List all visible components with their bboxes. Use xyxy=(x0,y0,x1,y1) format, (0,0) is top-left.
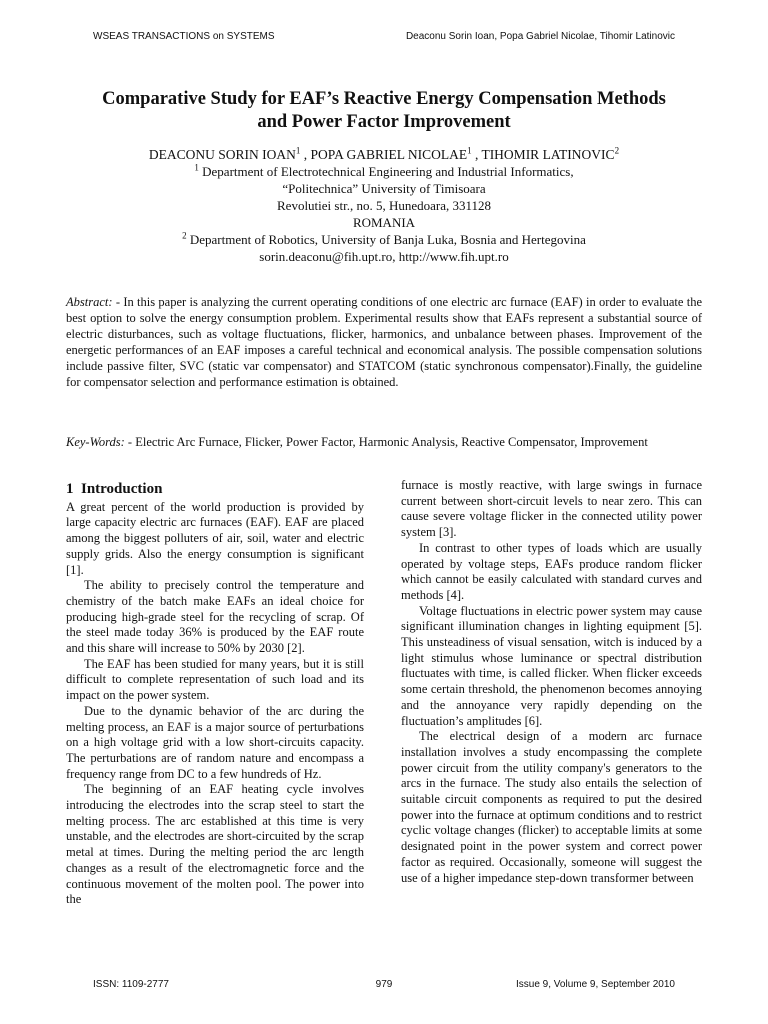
keywords-text: - Electric Arc Furnace, Flicker, Power Factor, Harmonic Analysis, Reactive Compensator, Improvement xyxy=(124,435,648,449)
paragraph: The EAF has been studied for many years, but it is still difficult to complete representation of such load and its impact on the power system. xyxy=(66,656,364,703)
affiliation-line-5 xyxy=(40,231,728,248)
paragraph: The electrical design of a modern arc furnace installation involves a study encompassing the complete power circuit from the utility company's generators to the arcs in the furnace. The study also entails the selection of suitable circuit components as required to put the desired power into the furnace at optimum conditions and to restrict cyclic voltage changes (flicker) to acceptable limits at some designated point in the power system and correct power factor as required. Occasionally, someone will suggest the use of a higher impedance step-down transformer between xyxy=(401,729,702,885)
left-column xyxy=(66,478,364,908)
title-line-2: and Power Factor Improvement xyxy=(257,112,511,132)
footer-page-number: 979 xyxy=(375,979,393,990)
title-line-1: Comparative Study for EAF’s Reactive Energy Compensation Methods xyxy=(102,89,666,109)
paragraph: The beginning of an EAF heating cycle involves introducing the electrodes into the scrap steel to start the melting process. The arc established at this time is very unstable, and the electrodes are short-circuited by the scrap metal at times. During the melting period the arc length changes as a result of the electromagnetic force and the continuous movement of the molten pool. The power into the xyxy=(66,782,364,907)
author-list xyxy=(40,146,728,163)
author-3-affil-mark: 2 xyxy=(614,145,620,156)
abstract xyxy=(66,294,702,390)
running-header-authors: Deaconu Sorin Ioan, Popa Gabriel Nicolae, Tihomir Latinovic xyxy=(405,31,675,42)
abstract-text: - In this paper is analyzing the current operating conditions of one electric arc furnace (EAF) in order to evaluate the best option to solve the energy consumption problem. Experimental results show that EAFs represent a substantial source of electric disturbances, such as voltage fluctuations, flicker, harmonics, and unbalance between phases. Improvement of the energetic performances of an EAF imposes a careful technical and economical analysis. The possible compensation solutions include passive filter, SVC (static var compensator) and STATCOM (static synchronous compensator).Finally, the guideline for compensator selection and performance estimation is obtained. xyxy=(66,295,702,389)
section-number: 1 xyxy=(66,481,74,497)
affiliation-line-2: “Politechnica” University of Timisoara xyxy=(282,181,486,196)
footer-issue: Issue 9, Volume 9, September 2010 xyxy=(516,979,675,990)
affiliation-line-3: Revolutiei str., no. 5, Hunedoara, 331128 xyxy=(277,198,491,213)
paragraph: In contrast to other types of loads which are usually operated by voltage steps, EAFs produce random flicker which cannot be easily calculated with standard curves and methods [4]. xyxy=(401,540,702,602)
affiliation-2-mark: 2 xyxy=(182,230,187,241)
contact-line: sorin.deaconu@fih.upt.ro, http://www.fih.upt.ro xyxy=(259,249,509,264)
footer-issn: ISSN: 1109-2777 xyxy=(93,979,169,990)
paragraph: A great percent of the world production is provided by large capacity electric arc furnaces (EAF). EAF are placed among the biggest polluters of air, soil, water and electric supply grids. Also the energy consumption is significant [1]. xyxy=(66,499,364,577)
author-1: DEACONU SORIN IOAN xyxy=(148,147,296,162)
keywords xyxy=(66,434,702,450)
affiliation-1-text: Department of Electrotechnical Engineering and Industrial Informatics, xyxy=(198,164,574,179)
section-heading xyxy=(66,482,364,498)
affiliation-line-1 xyxy=(40,163,728,180)
affiliation-2-text: Department of Robotics, University of Banja Luka, Bosnia and Hertegovina xyxy=(186,232,586,247)
paragraph: furnace is mostly reactive, with large swings in furnace current between short-circuit levels to near zero. This can cause severe voltage flicker in the connected utility power system [3]. xyxy=(401,478,702,540)
affiliation-1-mark: 1 xyxy=(194,162,199,173)
author-2: , POPA GABRIEL NICOLAE xyxy=(300,147,468,162)
section-title: Introduction xyxy=(81,481,163,497)
affiliation-line-4: ROMANIA xyxy=(352,215,416,230)
keywords-label: Key-Words: xyxy=(66,435,125,449)
abstract-label: Abstract: xyxy=(66,295,113,309)
paragraph: Voltage fluctuations in electric power system may cause significant illumination changes in lighting equipment [5]. This unsteadiness of visual sensation, witch is induced by a light stimulus whose luminance or spectral distribution fluctuates with time, is called flicker. When flicker exceeds some certain threshold, the phenomenon becomes annoying and the annoyance very rapidly depending on the fluctuation’s amplitudes [6]. xyxy=(401,603,702,728)
author-block xyxy=(40,146,728,265)
author-1-affil-mark: 1 xyxy=(295,145,301,156)
paper-title xyxy=(40,88,728,134)
running-header-journal: WSEAS TRANSACTIONS on SYSTEMS xyxy=(93,31,275,42)
paragraph: Due to the dynamic behavior of the arc during the melting process, an EAF is a major source of perturbations on a high voltage grid with a low short-circuits capacity. The perturbations are of random nature and encompass a frequency range from DC to a few hundreds of Hz. xyxy=(66,703,364,781)
paragraph: The ability to precisely control the temperature and chemistry of the batch make EAFs an ideal choice for producing high-grade steel for the recycling of scrap. Of the steel made today 36% is produced by the EAF route and this share will increase to 50% by 2030 [2]. xyxy=(66,578,364,656)
author-3: , TIHOMIR LATINOVIC xyxy=(471,147,615,162)
author-2-affil-mark: 1 xyxy=(467,145,472,156)
right-column xyxy=(401,478,702,886)
